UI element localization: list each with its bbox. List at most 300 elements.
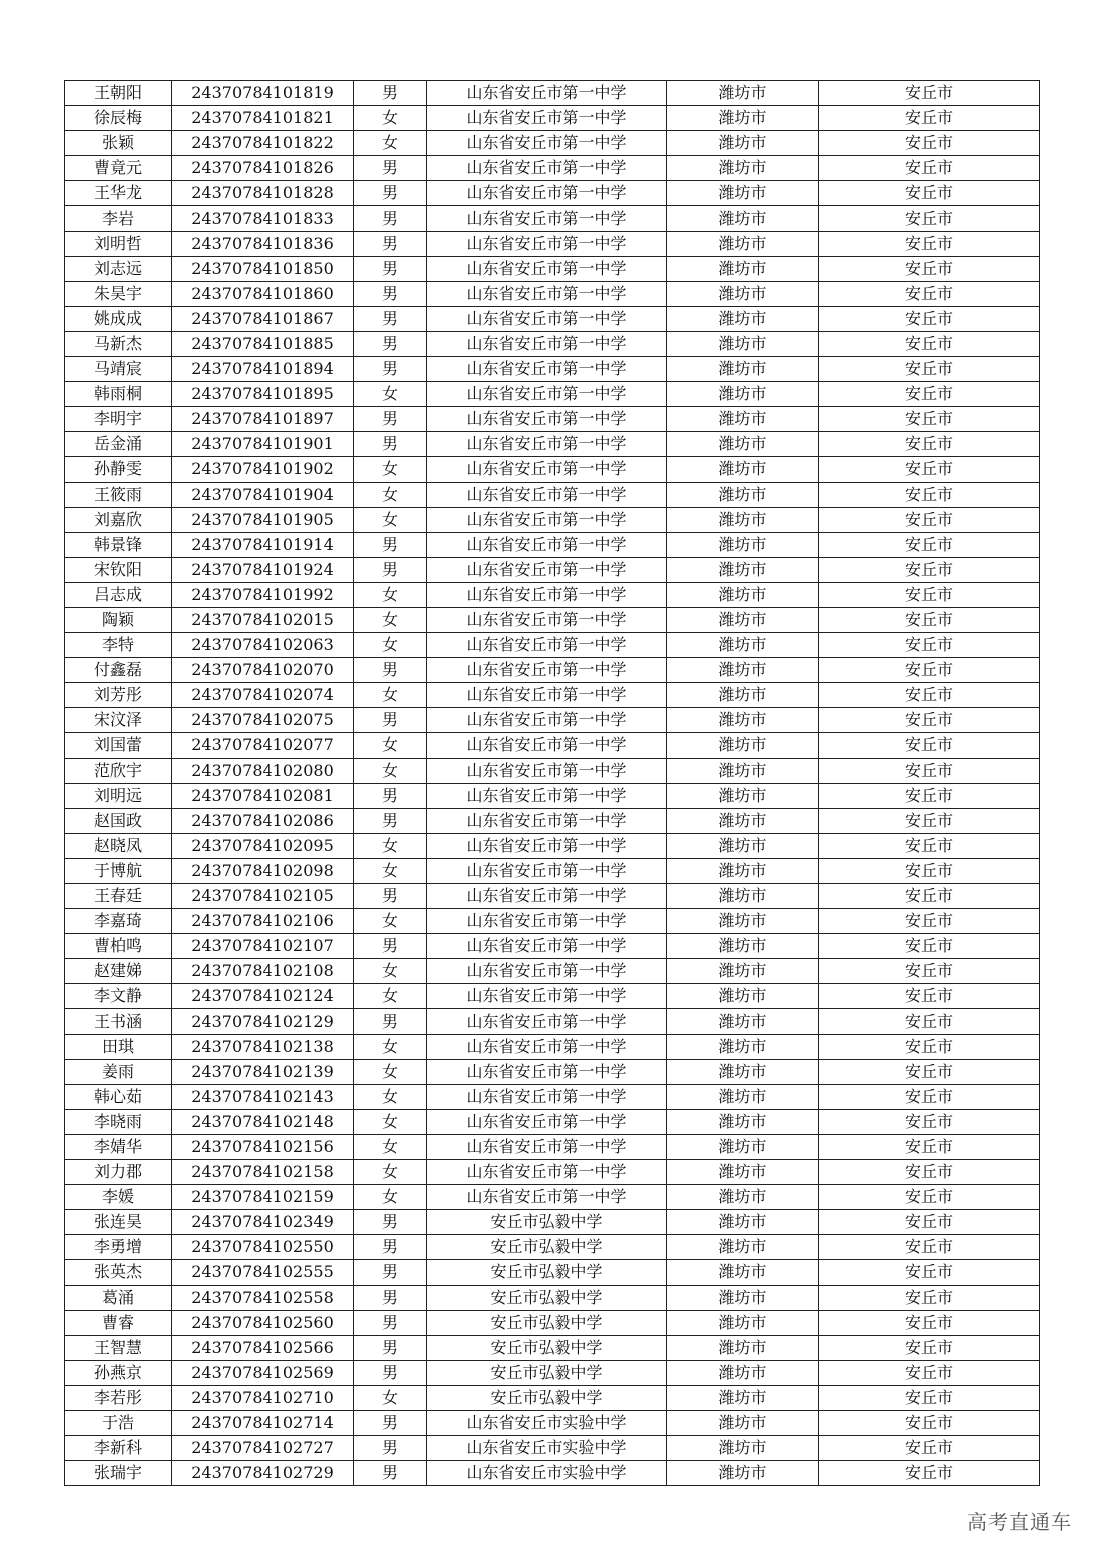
gender-cell: 男 [354,1461,427,1486]
table-row [65,1210,1040,1235]
exam-id-cell: 24370784101914 [172,532,354,557]
school-cell: 安丘市弘毅中学 [427,1310,667,1335]
gender-cell: 男 [354,1260,427,1285]
county-cell: 安丘市 [819,858,1040,883]
roster-body [65,81,1040,1486]
watermark-text: 高考直通车 [967,1510,1072,1534]
city-cell: 潍坊市 [667,884,819,909]
name-cell: 李新科 [65,1436,172,1461]
city-cell: 潍坊市 [667,1285,819,1310]
table-row [65,482,1040,507]
name-cell: 付鑫磊 [65,658,172,683]
gender-cell: 女 [354,1185,427,1210]
name-cell: 刘国蕾 [65,733,172,758]
table-row [65,1034,1040,1059]
school-cell: 山东省安丘市实验中学 [427,1410,667,1435]
table-row [65,156,1040,181]
county-cell: 安丘市 [819,507,1040,532]
table-row [65,1461,1040,1486]
table-row [65,858,1040,883]
gender-cell: 男 [354,81,427,106]
exam-id-cell: 24370784102063 [172,633,354,658]
name-cell: 孙燕京 [65,1360,172,1385]
exam-id-cell: 24370784101904 [172,482,354,507]
school-cell: 山东省安丘市第一中学 [427,106,667,131]
county-cell: 安丘市 [819,683,1040,708]
gender-cell: 男 [354,808,427,833]
table-row [65,758,1040,783]
county-cell: 安丘市 [819,1235,1040,1260]
table-row [65,909,1040,934]
county-cell: 安丘市 [819,532,1040,557]
city-cell: 潍坊市 [667,1059,819,1084]
exam-id-cell: 24370784102098 [172,858,354,883]
school-cell: 安丘市弘毅中学 [427,1335,667,1360]
name-cell: 于博航 [65,858,172,883]
gender-cell: 女 [354,683,427,708]
exam-id-cell: 24370784102349 [172,1210,354,1235]
city-cell: 潍坊市 [667,1134,819,1159]
exam-id-cell: 24370784102727 [172,1436,354,1461]
city-cell: 潍坊市 [667,733,819,758]
exam-id-cell: 24370784102075 [172,708,354,733]
city-cell: 潍坊市 [667,357,819,382]
name-cell: 刘志远 [65,256,172,281]
table-row [65,1436,1040,1461]
city-cell: 潍坊市 [667,658,819,683]
gender-cell: 男 [354,708,427,733]
county-cell: 安丘市 [819,306,1040,331]
name-cell: 曹竟元 [65,156,172,181]
city-cell: 潍坊市 [667,1160,819,1185]
gender-cell: 女 [354,382,427,407]
table-row [65,1260,1040,1285]
name-cell: 王智慧 [65,1335,172,1360]
name-cell: 姜雨 [65,1059,172,1084]
table-row [65,1009,1040,1034]
county-cell: 安丘市 [819,733,1040,758]
name-cell: 徐辰梅 [65,106,172,131]
city-cell: 潍坊市 [667,758,819,783]
school-cell: 山东省安丘市第一中学 [427,382,667,407]
city-cell: 潍坊市 [667,407,819,432]
exam-id-cell: 24370784102555 [172,1260,354,1285]
name-cell: 韩景锋 [65,532,172,557]
county-cell: 安丘市 [819,1285,1040,1310]
school-cell: 山东省安丘市第一中学 [427,206,667,231]
exam-id-cell: 24370784101850 [172,256,354,281]
name-cell: 曹睿 [65,1310,172,1335]
city-cell: 潍坊市 [667,1210,819,1235]
table-row [65,1109,1040,1134]
exam-id-cell: 24370784101905 [172,507,354,532]
school-cell: 山东省安丘市第一中学 [427,432,667,457]
gender-cell: 女 [354,758,427,783]
county-cell: 安丘市 [819,206,1040,231]
city-cell: 潍坊市 [667,532,819,557]
city-cell: 潍坊市 [667,507,819,532]
name-cell: 赵建娣 [65,959,172,984]
city-cell: 潍坊市 [667,1109,819,1134]
school-cell: 山东省安丘市第一中学 [427,256,667,281]
table-row [65,181,1040,206]
table-row [65,1059,1040,1084]
gender-cell: 女 [354,1109,427,1134]
table-row [65,106,1040,131]
name-cell: 刘力郡 [65,1160,172,1185]
table-row [65,1084,1040,1109]
gender-cell: 男 [354,1285,427,1310]
name-cell: 陶颖 [65,607,172,632]
name-cell: 李岩 [65,206,172,231]
gender-cell: 女 [354,106,427,131]
county-cell: 安丘市 [819,382,1040,407]
table-row [65,532,1040,557]
name-cell: 李嘉琦 [65,909,172,934]
county-cell: 安丘市 [819,1034,1040,1059]
exam-id-cell: 24370784101895 [172,382,354,407]
table-row [65,1410,1040,1435]
county-cell: 安丘市 [819,783,1040,808]
county-cell: 安丘市 [819,833,1040,858]
name-cell: 马新杰 [65,331,172,356]
city-cell: 潍坊市 [667,708,819,733]
county-cell: 安丘市 [819,407,1040,432]
name-cell: 范欣宇 [65,758,172,783]
table-row [65,432,1040,457]
city-cell: 潍坊市 [667,833,819,858]
school-cell: 山东省安丘市第一中学 [427,658,667,683]
table-row [65,231,1040,256]
gender-cell: 女 [354,909,427,934]
school-cell: 山东省安丘市第一中学 [427,858,667,883]
name-cell: 李婧华 [65,1134,172,1159]
county-cell: 安丘市 [819,156,1040,181]
city-cell: 潍坊市 [667,1260,819,1285]
school-cell: 安丘市弘毅中学 [427,1360,667,1385]
exam-id-cell: 24370784102558 [172,1285,354,1310]
gender-cell: 男 [354,407,427,432]
exam-id-cell: 24370784101860 [172,281,354,306]
county-cell: 安丘市 [819,658,1040,683]
gender-cell: 男 [354,432,427,457]
name-cell: 李媛 [65,1185,172,1210]
name-cell: 赵晓凤 [65,833,172,858]
county-cell: 安丘市 [819,582,1040,607]
county-cell: 安丘市 [819,959,1040,984]
school-cell: 山东省安丘市第一中学 [427,758,667,783]
city-cell: 潍坊市 [667,231,819,256]
gender-cell: 女 [354,1059,427,1084]
county-cell: 安丘市 [819,1461,1040,1486]
exam-id-cell: 24370784102086 [172,808,354,833]
county-cell: 安丘市 [819,909,1040,934]
table-row [65,582,1040,607]
exam-id-cell: 24370784101902 [172,457,354,482]
school-cell: 安丘市弘毅中学 [427,1235,667,1260]
city-cell: 潍坊市 [667,1335,819,1360]
gender-cell: 女 [354,607,427,632]
school-cell: 山东省安丘市第一中学 [427,407,667,432]
table-row [65,206,1040,231]
gender-cell: 男 [354,934,427,959]
table-row [65,331,1040,356]
gender-cell: 女 [354,457,427,482]
school-cell: 山东省安丘市实验中学 [427,1436,667,1461]
exam-id-cell: 24370784102156 [172,1134,354,1159]
city-cell: 潍坊市 [667,934,819,959]
gender-cell: 男 [354,783,427,808]
gender-cell: 女 [354,1385,427,1410]
table-row [65,1360,1040,1385]
gender-cell: 女 [354,582,427,607]
gender-cell: 女 [354,858,427,883]
county-cell: 安丘市 [819,81,1040,106]
exam-id-cell: 24370784102710 [172,1385,354,1410]
exam-id-cell: 24370784102015 [172,607,354,632]
exam-id-cell: 24370784101894 [172,357,354,382]
gender-cell: 男 [354,1410,427,1435]
county-cell: 安丘市 [819,357,1040,382]
city-cell: 潍坊市 [667,1436,819,1461]
school-cell: 山东省安丘市第一中学 [427,131,667,156]
city-cell: 潍坊市 [667,984,819,1009]
county-cell: 安丘市 [819,1260,1040,1285]
exam-id-cell: 24370784102148 [172,1109,354,1134]
name-cell: 宋汶泽 [65,708,172,733]
city-cell: 潍坊市 [667,281,819,306]
school-cell: 山东省安丘市第一中学 [427,984,667,1009]
table-row [65,959,1040,984]
table-row [65,783,1040,808]
gender-cell: 男 [354,231,427,256]
name-cell: 刘芳彤 [65,683,172,708]
exam-id-cell: 24370784101924 [172,557,354,582]
gender-cell: 男 [354,306,427,331]
exam-id-cell: 24370784102158 [172,1160,354,1185]
gender-cell: 男 [354,1360,427,1385]
name-cell: 刘明远 [65,783,172,808]
exam-id-cell: 24370784102105 [172,884,354,909]
county-cell: 安丘市 [819,884,1040,909]
gender-cell: 男 [354,557,427,582]
exam-id-cell: 24370784101885 [172,331,354,356]
city-cell: 潍坊市 [667,909,819,934]
county-cell: 安丘市 [819,457,1040,482]
exam-id-cell: 24370784102138 [172,1034,354,1059]
city-cell: 潍坊市 [667,181,819,206]
exam-id-cell: 24370784101901 [172,432,354,457]
table-row [65,256,1040,281]
table-row [65,1385,1040,1410]
school-cell: 山东省安丘市第一中学 [427,1034,667,1059]
county-cell: 安丘市 [819,1335,1040,1360]
name-cell: 朱昊宇 [65,281,172,306]
exam-id-cell: 24370784102081 [172,783,354,808]
city-cell: 潍坊市 [667,959,819,984]
gender-cell: 男 [354,357,427,382]
county-cell: 安丘市 [819,808,1040,833]
school-cell: 山东省安丘市第一中学 [427,884,667,909]
exam-id-cell: 24370784102560 [172,1310,354,1335]
city-cell: 潍坊市 [667,156,819,181]
city-cell: 潍坊市 [667,306,819,331]
school-cell: 山东省安丘市第一中学 [427,482,667,507]
city-cell: 潍坊市 [667,1084,819,1109]
city-cell: 潍坊市 [667,1235,819,1260]
exam-id-cell: 24370784101867 [172,306,354,331]
gender-cell: 女 [354,1084,427,1109]
name-cell: 王华龙 [65,181,172,206]
school-cell: 安丘市弘毅中学 [427,1260,667,1285]
city-cell: 潍坊市 [667,858,819,883]
school-cell: 山东省安丘市第一中学 [427,231,667,256]
school-cell: 山东省安丘市第一中学 [427,783,667,808]
city-cell: 潍坊市 [667,683,819,708]
school-cell: 山东省安丘市第一中学 [427,808,667,833]
table-row [65,934,1040,959]
county-cell: 安丘市 [819,231,1040,256]
school-cell: 山东省安丘市第一中学 [427,633,667,658]
school-cell: 安丘市弘毅中学 [427,1385,667,1410]
name-cell: 葛涌 [65,1285,172,1310]
county-cell: 安丘市 [819,482,1040,507]
gender-cell: 男 [354,256,427,281]
county-cell: 安丘市 [819,1385,1040,1410]
city-cell: 潍坊市 [667,432,819,457]
school-cell: 山东省安丘市第一中学 [427,607,667,632]
school-cell: 山东省安丘市第一中学 [427,156,667,181]
city-cell: 潍坊市 [667,633,819,658]
table-row [65,733,1040,758]
city-cell: 潍坊市 [667,607,819,632]
gender-cell: 女 [354,507,427,532]
city-cell: 潍坊市 [667,783,819,808]
city-cell: 潍坊市 [667,557,819,582]
exam-id-cell: 24370784102159 [172,1185,354,1210]
school-cell: 山东省安丘市第一中学 [427,281,667,306]
school-cell: 山东省安丘市第一中学 [427,306,667,331]
gender-cell: 男 [354,156,427,181]
city-cell: 潍坊市 [667,1185,819,1210]
table-row [65,833,1040,858]
name-cell: 马靖宸 [65,357,172,382]
school-cell: 山东省安丘市第一中学 [427,1109,667,1134]
county-cell: 安丘市 [819,984,1040,1009]
exam-id-cell: 24370784102074 [172,683,354,708]
name-cell: 王春廷 [65,884,172,909]
gender-cell: 男 [354,1210,427,1235]
county-cell: 安丘市 [819,432,1040,457]
exam-id-cell: 24370784102107 [172,934,354,959]
name-cell: 吕志成 [65,582,172,607]
county-cell: 安丘市 [819,1059,1040,1084]
county-cell: 安丘市 [819,1109,1040,1134]
city-cell: 潍坊市 [667,106,819,131]
city-cell: 潍坊市 [667,331,819,356]
student-roster-table [64,80,1040,1486]
exam-id-cell: 24370784101819 [172,81,354,106]
table-row [65,884,1040,909]
school-cell: 山东省安丘市第一中学 [427,708,667,733]
county-cell: 安丘市 [819,607,1040,632]
name-cell: 于浩 [65,1410,172,1435]
city-cell: 潍坊市 [667,1034,819,1059]
table-row [65,382,1040,407]
table-row [65,1235,1040,1260]
exam-id-cell: 24370784102129 [172,1009,354,1034]
school-cell: 山东省安丘市第一中学 [427,934,667,959]
county-cell: 安丘市 [819,331,1040,356]
county-cell: 安丘市 [819,708,1040,733]
table-row [65,1185,1040,1210]
gender-cell: 男 [354,1310,427,1335]
name-cell: 孙静雯 [65,457,172,482]
table-row [65,557,1040,582]
exam-id-cell: 24370784102566 [172,1335,354,1360]
school-cell: 山东省安丘市第一中学 [427,507,667,532]
gender-cell: 女 [354,959,427,984]
table-row [65,708,1040,733]
gender-cell: 男 [354,884,427,909]
gender-cell: 女 [354,1160,427,1185]
table-row [65,658,1040,683]
city-cell: 潍坊市 [667,256,819,281]
school-cell: 山东省安丘市第一中学 [427,833,667,858]
name-cell: 王筱雨 [65,482,172,507]
school-cell: 山东省安丘市第一中学 [427,457,667,482]
name-cell: 韩雨桐 [65,382,172,407]
school-cell: 安丘市弘毅中学 [427,1210,667,1235]
school-cell: 山东省安丘市第一中学 [427,181,667,206]
school-cell: 山东省安丘市第一中学 [427,331,667,356]
city-cell: 潍坊市 [667,1009,819,1034]
name-cell: 宋钦阳 [65,557,172,582]
gender-cell: 男 [354,181,427,206]
city-cell: 潍坊市 [667,1360,819,1385]
name-cell: 韩心茹 [65,1084,172,1109]
exam-id-cell: 24370784102106 [172,909,354,934]
gender-cell: 男 [354,658,427,683]
table-row [65,633,1040,658]
exam-id-cell: 24370784101821 [172,106,354,131]
school-cell: 山东省安丘市第一中学 [427,1084,667,1109]
exam-id-cell: 24370784101833 [172,206,354,231]
gender-cell: 男 [354,1335,427,1360]
school-cell: 山东省安丘市实验中学 [427,1461,667,1486]
exam-id-cell: 24370784101836 [172,231,354,256]
school-cell: 山东省安丘市第一中学 [427,532,667,557]
county-cell: 安丘市 [819,1160,1040,1185]
name-cell: 李若彤 [65,1385,172,1410]
county-cell: 安丘市 [819,758,1040,783]
county-cell: 安丘市 [819,131,1040,156]
county-cell: 安丘市 [819,1084,1040,1109]
school-cell: 山东省安丘市第一中学 [427,357,667,382]
city-cell: 潍坊市 [667,1310,819,1335]
school-cell: 山东省安丘市第一中学 [427,81,667,106]
county-cell: 安丘市 [819,281,1040,306]
exam-id-cell: 24370784102108 [172,959,354,984]
county-cell: 安丘市 [819,934,1040,959]
city-cell: 潍坊市 [667,582,819,607]
name-cell: 赵国政 [65,808,172,833]
school-cell: 山东省安丘市第一中学 [427,683,667,708]
county-cell: 安丘市 [819,1310,1040,1335]
name-cell: 张连昊 [65,1210,172,1235]
school-cell: 山东省安丘市第一中学 [427,909,667,934]
gender-cell: 女 [354,984,427,1009]
